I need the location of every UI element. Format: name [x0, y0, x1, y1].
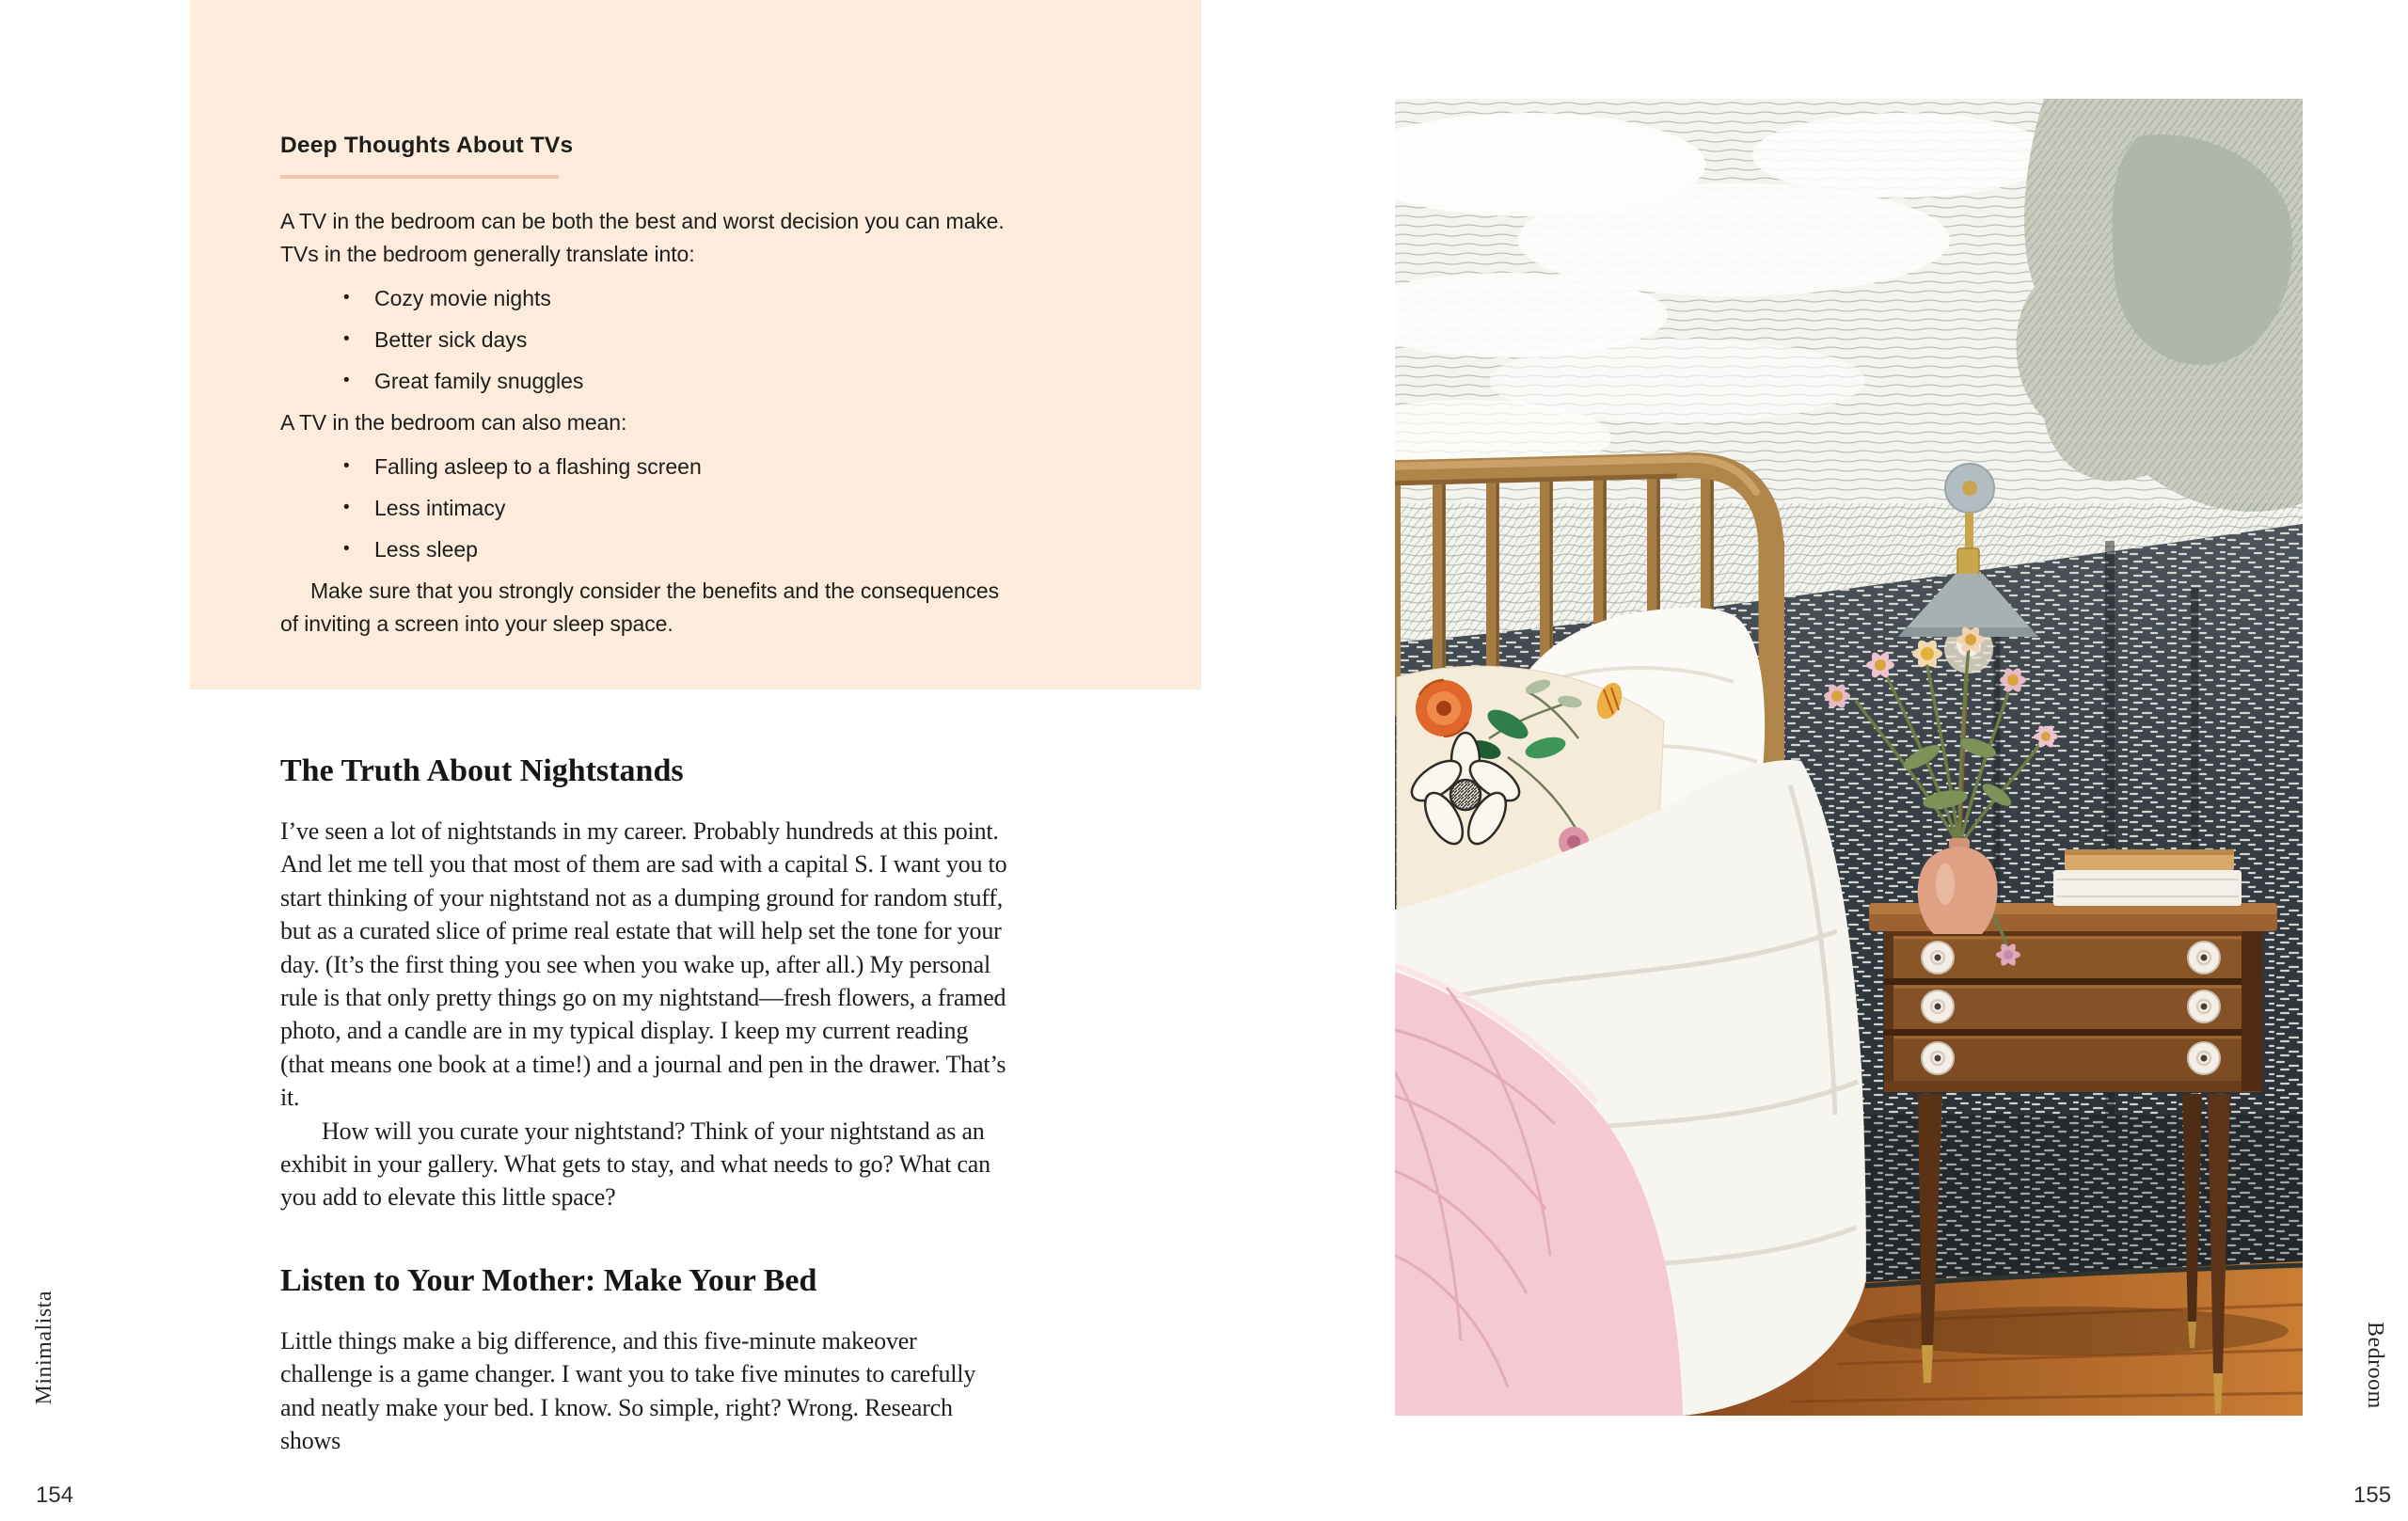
- section-make-your-bed: [280, 1262, 1012, 1458]
- body-paragraph: How will you curate your nightstand? Think of your nightstand as an exhibit in your gallery. What gets to stay, and what needs to go? What can you add to elevate this little space?: [280, 1117, 990, 1212]
- list-item: • Less sleep: [374, 533, 1107, 565]
- callout-rule: [280, 175, 559, 179]
- margin-label-right: Bedroom: [2363, 1322, 2387, 1409]
- list-item: • Great family snuggles: [374, 365, 1107, 397]
- bedroom-photo: [1395, 99, 2303, 1416]
- callout-pros-list: [280, 282, 1107, 397]
- list-item: • Cozy movie nights: [374, 282, 1107, 314]
- section-heading: Listen to Your Mother: Make Your Bed: [280, 1263, 817, 1298]
- list-item: • Less intimacy: [374, 492, 1107, 524]
- page-number-right: 155: [2353, 1482, 2392, 1508]
- page-number-left: 154: [36, 1482, 74, 1508]
- callout-also: A TV in the bedroom can also mean:: [280, 410, 627, 435]
- section-nightstands: [280, 753, 1012, 1256]
- list-item: • Better sick days: [374, 324, 1107, 356]
- callout-conclusion: Make sure that you strongly consider the benefits and the consequences of inviting a screen into your sleep space.: [280, 578, 1000, 636]
- body-paragraph: I’ve seen a lot of nightstands in my career. Probably hundreds at this point. And let me tell you that most of them are sad with a capital S. I want you to start thinking of your nightstand not as a dumping ground for random stuff, but as a curated slice of prime real estate that will help set the tone for your day. (It’s the first thing you see when you wake up, after all.) My personal rule is that only pretty things go on my nightstand—fresh flowers, a framed photo, and a candle are in my typical display. I keep my current reading (that means one book at a time!) and a journal and pen in the drawer. That’s it.: [280, 817, 1007, 1112]
- list-item: • Falling asleep to a flashing screen: [374, 451, 1107, 483]
- callout-heading: Deep Thoughts About TVs: [280, 133, 574, 158]
- callout-intro: A TV in the bedroom can be both the best and worst decision you can make. TVs in the bedroom generally translate into:: [280, 209, 1005, 266]
- body-paragraph: Little things make a big difference, and this five-minute makeover challenge is a game changer. I want you to take five minutes to carefully and neatly make your bed. I know. So simple, right? Wrong. Research shows: [280, 1327, 976, 1455]
- callout-cons-list: [280, 451, 1107, 565]
- section-heading: The Truth About Nightstands: [280, 753, 684, 788]
- margin-label-left: Minimalista: [32, 1291, 56, 1405]
- book-stack: [2053, 849, 2242, 906]
- callout-box: [190, 0, 1201, 689]
